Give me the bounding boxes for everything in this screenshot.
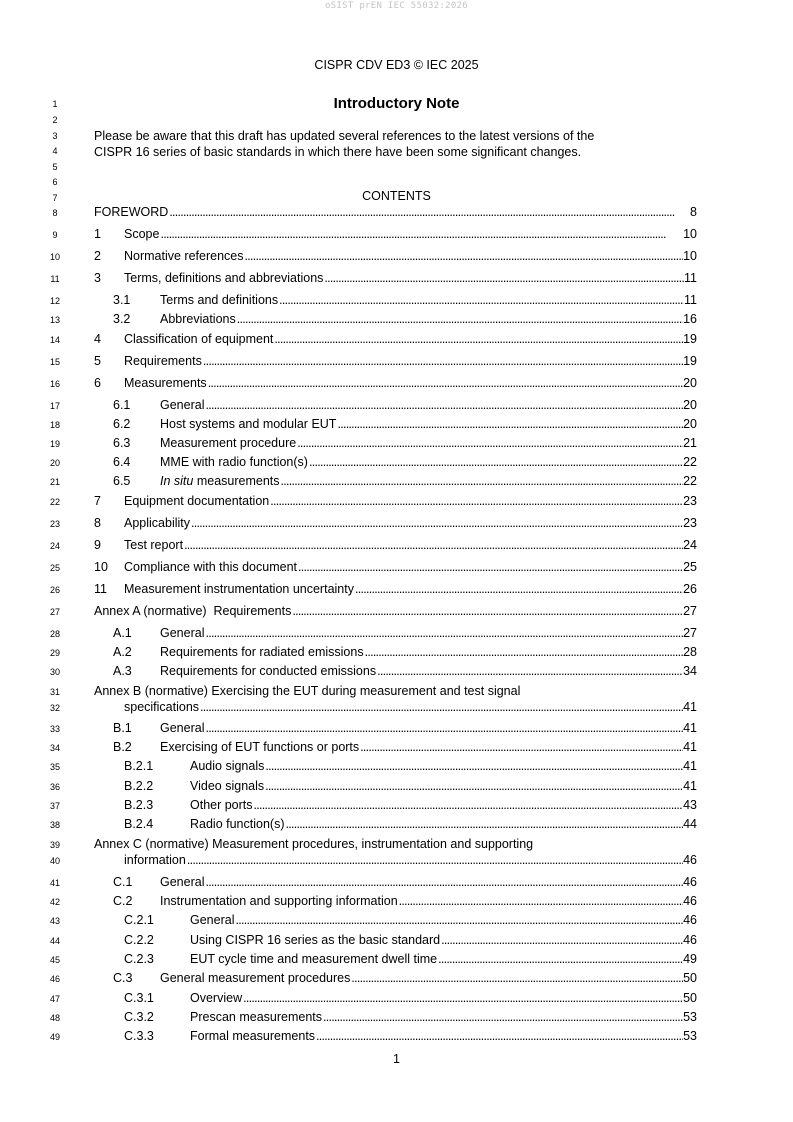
toc-entry-3-2[interactable] (0, 312, 793, 328)
toc-entry-c-2[interactable] (0, 894, 793, 910)
toc-number: 6.4 (113, 455, 131, 469)
toc-number: 3.1 (113, 293, 131, 307)
toc-title: Audio signals (190, 759, 265, 773)
toc-page: 11 (684, 293, 697, 307)
toc-title: General (160, 398, 205, 412)
toc-page: 22 (683, 455, 697, 469)
toc-number: 6.2 (113, 417, 131, 431)
toc-entry-6-4[interactable] (0, 455, 793, 471)
line-number: 5 (52, 162, 58, 172)
toc-page: 43 (683, 798, 697, 812)
toc-entry-c-2-3[interactable] (0, 952, 793, 968)
toc-entry-c-3-3[interactable] (0, 1029, 793, 1045)
toc-page: 24 (683, 538, 697, 552)
line-number: 24 (49, 541, 60, 551)
toc-page: 20 (683, 417, 697, 431)
toc-entry-b-2-1[interactable] (0, 759, 793, 775)
toc-entry-b-2-2[interactable] (0, 779, 793, 795)
toc-title: Measurement instrumentation uncertainty (124, 582, 354, 596)
toc-title: Equipment documentation (124, 494, 270, 508)
toc-title: FOREWORD (94, 205, 169, 219)
line-number: 6 (52, 177, 58, 187)
toc-title: Using CISPR 16 series as the basic standard (190, 933, 441, 947)
line-number: 10 (49, 252, 60, 262)
toc-page: 46 (683, 853, 697, 867)
toc-page: 50 (683, 971, 697, 985)
toc-number: 11 (94, 582, 107, 596)
page-header: CISPR CDV ED3 © IEC 2025 (314, 58, 479, 72)
line-number: 38 (49, 820, 60, 830)
toc-title: Video signals (190, 779, 265, 793)
toc-entry-6-1[interactable] (0, 398, 793, 414)
toc-entry-5[interactable] (0, 354, 793, 370)
toc-title: General (190, 913, 235, 927)
toc-entry-3[interactable] (0, 271, 793, 287)
toc-number: B.2.2 (124, 779, 154, 793)
toc-page: 44 (683, 817, 697, 831)
toc-title: Abbreviations (160, 312, 236, 326)
toc-number: 6.3 (113, 436, 131, 450)
watermark: oSIST prEN IEC 55032:2026 (325, 1, 468, 11)
toc-entry-7[interactable] (0, 494, 793, 510)
line-number: 27 (49, 607, 60, 617)
toc-number: 5 (94, 354, 101, 368)
line-number: 47 (49, 994, 60, 1004)
toc-page: 41 (683, 700, 697, 714)
toc-title: Measurement procedure (160, 436, 297, 450)
toc-title: Annex A (normative) Requirements (94, 604, 292, 618)
toc-page: 41 (683, 721, 697, 735)
toc-entry-b-1[interactable] (0, 721, 793, 737)
line-number: 41 (49, 878, 60, 888)
toc-number: C.3.1 (124, 991, 154, 1005)
toc-title: Scope (124, 227, 160, 241)
toc-page: 8 (690, 205, 697, 219)
toc-number: C.2.3 (124, 952, 154, 966)
toc-number: 7 (94, 494, 101, 508)
line-number: 26 (49, 585, 60, 595)
toc-annex-b-heading[interactable]: Annex B (normative) Exercising the EUT during measurement and test signal (94, 684, 521, 698)
toc-page: 53 (683, 1029, 697, 1043)
toc-title: Measurements (124, 376, 207, 390)
line-number: 30 (49, 667, 60, 677)
toc-page: 25 (683, 560, 697, 574)
line-number: 39 (49, 840, 60, 850)
line-number: 16 (49, 379, 60, 389)
toc-number: B.2.1 (124, 759, 154, 773)
line-number: 34 (49, 743, 60, 753)
line-number: 49 (49, 1032, 60, 1042)
line-number: 20 (49, 458, 60, 468)
toc-page: 50 (683, 991, 697, 1005)
intro-title: Introductory Note (333, 95, 460, 112)
contents-title: CONTENTS (362, 189, 431, 203)
line-number: 8 (52, 208, 58, 218)
toc-entry-8[interactable] (0, 516, 793, 532)
toc-entry-b-2-3[interactable] (0, 798, 793, 814)
toc-number: 6.1 (113, 398, 131, 412)
line-number: 21 (49, 477, 60, 487)
toc-entry-c-3-1[interactable] (0, 991, 793, 1007)
toc-page: 23 (683, 516, 697, 530)
toc-title: Terms and definitions (160, 293, 279, 307)
toc-title: Requirements (124, 354, 202, 368)
toc-title: Exercising of EUT functions or ports (160, 740, 360, 754)
toc-title: General (160, 626, 205, 640)
toc-title: Requirements for conducted emissions (160, 664, 377, 678)
line-number: 48 (49, 1013, 60, 1023)
toc-entry-c-3-2[interactable] (0, 1010, 793, 1026)
toc-entry-c-3[interactable] (0, 971, 793, 987)
toc-page: 53 (683, 1010, 697, 1024)
toc-entry-c-2-1[interactable] (0, 913, 793, 929)
toc-number: A.2 (113, 645, 132, 659)
toc-page: 20 (683, 398, 697, 412)
line-number: 12 (49, 296, 60, 306)
toc-page: 11 (684, 271, 697, 285)
toc-page: 19 (683, 354, 697, 368)
toc-entry-4[interactable] (0, 332, 793, 348)
line-number: 40 (49, 856, 60, 866)
toc-entry-foreword[interactable] (0, 205, 793, 221)
page-number: 1 (393, 1052, 400, 1066)
line-number: 42 (49, 897, 60, 907)
toc-number: 4 (94, 332, 101, 346)
toc-number: 2 (94, 249, 101, 263)
toc-title: Instrumentation and supporting information (160, 894, 398, 908)
toc-entry-6-5[interactable] (0, 474, 793, 490)
toc-title: Other ports (190, 798, 253, 812)
toc-number: 8 (94, 516, 101, 530)
toc-entry-10[interactable] (0, 560, 793, 576)
toc-number: C.3.3 (124, 1029, 154, 1043)
toc-entry-c-1[interactable] (0, 875, 793, 891)
line-number: 43 (49, 916, 60, 926)
toc-number: 1 (94, 227, 101, 241)
toc-page: 21 (683, 436, 697, 450)
toc-page: 10 (683, 227, 697, 241)
toc-page: 34 (683, 664, 697, 678)
line-number: 23 (49, 519, 60, 529)
intro-line-2: CISPR 16 series of basic standards in which there have been some significant changes. (94, 145, 582, 159)
toc-number: 6.5 (113, 474, 131, 488)
line-number: 25 (49, 563, 60, 573)
toc-number: B.2.3 (124, 798, 154, 812)
toc-title: information (124, 853, 186, 867)
toc-entry-b-2[interactable] (0, 740, 793, 756)
toc-entry-2[interactable] (0, 249, 793, 265)
line-number: 1 (52, 99, 58, 109)
toc-number: C.3 (113, 971, 133, 985)
toc-page: 46 (683, 875, 697, 889)
toc-page: 46 (683, 913, 697, 927)
toc-number: 6 (94, 376, 101, 390)
toc-page: 23 (683, 494, 697, 508)
toc-entry-1[interactable] (0, 227, 793, 243)
toc-number: 3 (94, 271, 101, 285)
line-number: 9 (52, 230, 58, 240)
toc-title: Requirements for radiated emissions (160, 645, 364, 659)
toc-page: 27 (683, 604, 697, 618)
line-number: 36 (49, 782, 60, 792)
toc-entry-11[interactable] (0, 582, 793, 598)
line-number: 32 (49, 703, 60, 713)
toc-title-italic: In situ (160, 474, 194, 488)
toc-number: 9 (94, 538, 101, 552)
line-number: 14 (49, 335, 60, 345)
toc-entry-annex-a[interactable] (0, 604, 793, 620)
line-number: 35 (49, 762, 60, 772)
line-number: 13 (49, 315, 60, 325)
toc-title: General measurement procedures (160, 971, 351, 985)
toc-entry-annex-c[interactable] (0, 853, 793, 869)
toc-title: EUT cycle time and measurement dwell time (190, 952, 438, 966)
toc-number: B.2 (113, 740, 132, 754)
line-number: 28 (49, 629, 60, 639)
toc-title: Terms, definitions and abbreviations (124, 271, 324, 285)
toc-number: A.1 (113, 626, 132, 640)
toc-title: Applicability (124, 516, 191, 530)
line-number: 37 (49, 801, 60, 811)
toc-title: Prescan measurements (190, 1010, 323, 1024)
toc-number: C.2 (113, 894, 133, 908)
toc-entry-9[interactable] (0, 538, 793, 554)
toc-page: 46 (683, 894, 697, 908)
toc-number: B.1 (113, 721, 132, 735)
toc-page: 46 (683, 933, 697, 947)
toc-page: 20 (683, 376, 697, 390)
intro-line-1: Please be aware that this draft has updated several references to the latest versions of the (94, 129, 595, 143)
line-number: 7 (52, 193, 58, 203)
line-number: 46 (49, 974, 60, 984)
toc-number: 10 (94, 560, 108, 574)
line-number: 18 (49, 420, 60, 430)
toc-entry-a-3[interactable] (0, 664, 793, 680)
line-number: 45 (49, 955, 60, 965)
toc-title: Radio function(s) (190, 817, 285, 831)
toc-title: measurements (193, 474, 280, 488)
toc-entry-a-1[interactable] (0, 626, 793, 642)
line-number: 29 (49, 648, 60, 658)
line-number: 19 (49, 439, 60, 449)
toc-title: Overview (190, 991, 243, 1005)
toc-title: Compliance with this document (124, 560, 297, 574)
toc-number: C.2.2 (124, 933, 154, 947)
toc-number: C.3.2 (124, 1010, 154, 1024)
toc-entry-3-1[interactable] (0, 293, 793, 309)
toc-entry-a-2[interactable] (0, 645, 793, 661)
toc-number: C.1 (113, 875, 133, 889)
toc-page: 16 (683, 312, 697, 326)
line-number: 15 (49, 357, 60, 367)
toc-title: Test report (124, 538, 184, 552)
toc-page: 41 (683, 759, 697, 773)
toc-page: 10 (683, 249, 697, 263)
line-number: 17 (49, 401, 60, 411)
toc-page: 28 (683, 645, 697, 659)
toc-title: Classification of equipment (124, 332, 274, 346)
toc-entry-6-3[interactable] (0, 436, 793, 452)
line-number: 22 (49, 497, 60, 507)
toc-title: specifications (124, 700, 200, 714)
toc-number: A.3 (113, 664, 132, 678)
line-number: 2 (52, 115, 58, 125)
line-number: 11 (50, 274, 60, 284)
toc-page: 22 (683, 474, 697, 488)
toc-entry-6-2[interactable] (0, 417, 793, 433)
toc-title: Host systems and modular EUT (160, 417, 337, 431)
toc-number: 3.2 (113, 312, 131, 326)
toc-entry-b-2-4[interactable] (0, 817, 793, 833)
toc-number: B.2.4 (124, 817, 154, 831)
toc-entry-annex-b[interactable] (0, 700, 793, 716)
toc-number: C.2.1 (124, 913, 154, 927)
toc-entry-6[interactable] (0, 376, 793, 392)
toc-title: Normative references (124, 249, 244, 263)
toc-title: Formal measurements (190, 1029, 316, 1043)
toc-title: General (160, 875, 205, 889)
toc-page: 26 (683, 582, 697, 596)
toc-page: 41 (683, 740, 697, 754)
toc-page: 27 (683, 626, 697, 640)
toc-page: 41 (683, 779, 697, 793)
line-number: 3 (52, 131, 58, 141)
toc-page: 49 (683, 952, 697, 966)
line-number: 44 (49, 936, 60, 946)
toc-title: General (160, 721, 205, 735)
line-number: 31 (49, 687, 60, 697)
line-number: 33 (49, 724, 60, 734)
line-number: 4 (52, 146, 58, 156)
toc-page: 19 (683, 332, 697, 346)
toc-title: MME with radio function(s) (160, 455, 308, 469)
toc-entry-c-2-2[interactable] (0, 933, 793, 949)
toc-annex-c-heading[interactable]: Annex C (normative) Measurement procedures, instrumentation and supporting (94, 837, 534, 851)
